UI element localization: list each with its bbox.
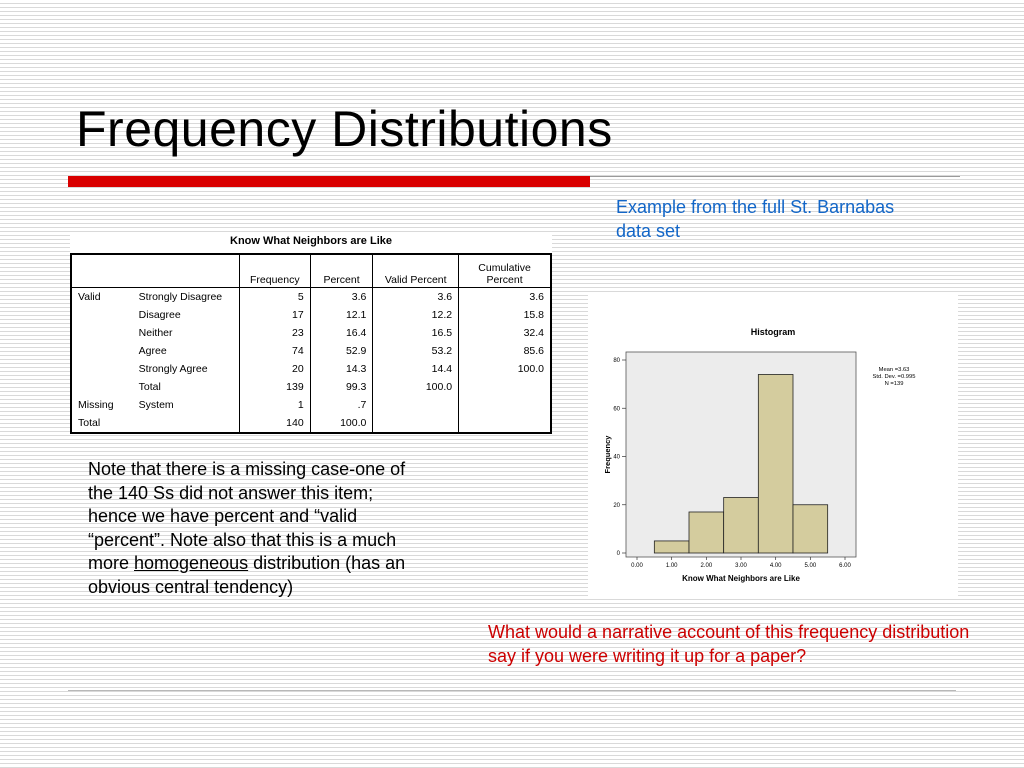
- row-group: [71, 324, 133, 342]
- table-row: [71, 414, 551, 433]
- row-label: Disagree: [133, 306, 240, 324]
- table-title: Know What Neighbors are Like: [230, 235, 392, 247]
- x-axis-label: Know What Neighbors are Like: [682, 574, 800, 583]
- x-tick-label: 5.00: [804, 563, 817, 569]
- x-tick-label: 6.00: [839, 563, 851, 569]
- note-text-start: Note that there is a missing case-one of the 140 Ss did not answer this item; hence we have percent and “valid “percent”. Note also that this is a much more: [88, 459, 406, 573]
- row-label: Neither: [133, 324, 240, 342]
- cell-cumulative-percent: 100.0: [459, 360, 551, 378]
- table-row: [71, 288, 551, 307]
- title-underline-grey: [590, 176, 960, 177]
- cell-frequency: 140: [239, 414, 310, 433]
- cell-percent: 100.0: [310, 414, 373, 433]
- cell-frequency: 139: [239, 378, 310, 396]
- table-row: [71, 396, 551, 414]
- histogram-bar: [793, 505, 828, 553]
- cell-percent: 12.1: [310, 306, 373, 324]
- cell-percent: 52.9: [310, 342, 373, 360]
- header-frequency: Frequency: [239, 254, 310, 288]
- header-valid-percent: Valid Percent: [373, 254, 459, 288]
- histogram-bar: [689, 512, 724, 553]
- header-cumulative-percent: Cumulative Percent: [459, 254, 551, 288]
- cell-cumulative-percent: [459, 378, 551, 396]
- cell-cumulative-percent: 15.8: [459, 306, 551, 324]
- row-group: Total: [71, 414, 239, 433]
- x-tick-label: 3.00: [735, 563, 747, 569]
- table-row: [71, 360, 551, 378]
- note-underlined-word: homogeneous: [134, 553, 249, 573]
- table-header-row: [71, 254, 551, 288]
- y-tick-label: 40: [613, 454, 620, 461]
- cell-percent: 14.3: [310, 360, 373, 378]
- cell-percent: 99.3: [310, 378, 373, 396]
- row-group: Missing: [71, 396, 133, 414]
- narrative-question: What would a narrative account of this frequency distribution say if you were writing it up for a paper?: [488, 622, 970, 666]
- table-row: [71, 342, 551, 360]
- row-label: Agree: [133, 342, 240, 360]
- cell-cumulative-percent: [459, 414, 551, 433]
- table-row: [71, 324, 551, 342]
- cell-cumulative-percent: 32.4: [459, 324, 551, 342]
- stats-label: N =139: [884, 381, 904, 387]
- footer-divider: [68, 690, 956, 691]
- cell-valid-percent: 16.5: [373, 324, 459, 342]
- y-tick-label: 0: [616, 551, 620, 557]
- chart-title: Histogram: [750, 327, 796, 337]
- x-tick-label: 0.00: [631, 563, 643, 569]
- histogram-chart: [588, 294, 958, 596]
- cell-frequency: 1: [239, 396, 310, 414]
- frequency-table: [70, 253, 552, 434]
- row-label: System: [133, 396, 240, 414]
- cell-cumulative-percent: [459, 396, 551, 414]
- frequency-table-panel: [70, 235, 552, 434]
- example-note: Example from the full St. Barnabas data set: [616, 197, 895, 241]
- row-label: Strongly Agree: [133, 360, 240, 378]
- x-tick-label: 1.00: [665, 563, 678, 569]
- cell-valid-percent: [373, 414, 459, 433]
- row-group: [71, 306, 133, 324]
- x-tick-label: 4.00: [769, 563, 782, 569]
- slide-title: Frequency Distributions: [76, 101, 613, 157]
- cell-percent: 3.6: [310, 288, 373, 307]
- histogram-bar: [758, 374, 793, 553]
- cell-frequency: 17: [239, 306, 310, 324]
- cell-frequency: 20: [239, 360, 310, 378]
- cell-percent: 16.4: [310, 324, 373, 342]
- cell-valid-percent: 12.2: [373, 306, 459, 324]
- row-group: Valid: [71, 288, 133, 307]
- cell-valid-percent: 3.6: [373, 288, 459, 307]
- row-group: [71, 342, 133, 360]
- row-group: [71, 360, 133, 378]
- cell-valid-percent: 53.2: [373, 342, 459, 360]
- cell-frequency: 23: [239, 324, 310, 342]
- cell-valid-percent: 100.0: [373, 378, 459, 396]
- y-tick-label: 20: [613, 502, 620, 509]
- cell-frequency: 74: [239, 342, 310, 360]
- title-underline-red: [68, 176, 590, 187]
- cell-frequency: 5: [239, 288, 310, 307]
- x-tick-label: 2.00: [700, 563, 713, 569]
- table-row: [71, 306, 551, 324]
- note-text-end: distribution (has an obvious central tendency): [88, 553, 406, 597]
- y-axis-label: Frequency: [603, 435, 612, 474]
- cell-valid-percent: [373, 396, 459, 414]
- stats-label: Std. Dev. =0.995: [872, 374, 916, 380]
- stats-label: Mean =3.63: [878, 367, 910, 373]
- row-group: [71, 378, 133, 396]
- cell-percent: .7: [310, 396, 373, 414]
- row-label: Total: [133, 378, 240, 396]
- header-percent: Percent: [310, 254, 373, 288]
- row-label: Strongly Disagree: [133, 288, 240, 307]
- histogram-bar: [654, 541, 689, 553]
- missing-case-note: [88, 458, 408, 599]
- cell-cumulative-percent: 3.6: [459, 288, 551, 307]
- histogram-bar: [724, 498, 759, 553]
- y-tick-label: 80: [613, 358, 620, 364]
- y-tick-label: 60: [613, 406, 620, 413]
- table-row: [71, 378, 551, 396]
- cell-cumulative-percent: 85.6: [459, 342, 551, 360]
- cell-valid-percent: 14.4: [373, 360, 459, 378]
- histogram-figure: [588, 294, 958, 596]
